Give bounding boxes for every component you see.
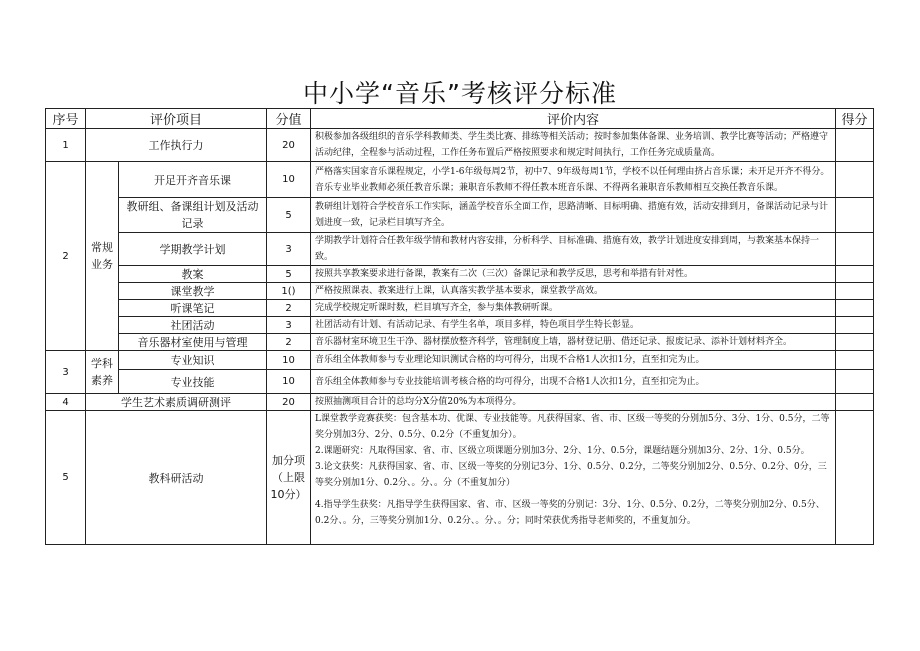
table-row [46,233,874,266]
row-score: 10 [267,351,311,370]
row-result-cell[interactable] [836,334,874,351]
content-line: 2.课题研究：凡取得国家、省、市、区级立项课题分别加3分、2分、1分、0.5分，课题结题分别加3分、2分、1分、0.5分。 [315,446,810,456]
row-item: 社团活动 [119,317,267,334]
row-score: 10 [267,370,311,394]
row-result-cell[interactable] [836,129,874,162]
page-title: 中小学“音乐”考核评分标准 [303,79,617,108]
row-result-cell[interactable] [836,370,874,394]
row-content: 音乐组全体教师参与专业技能培训考核合格的均可得分，出现不合格1人次扣1分，直至扣完为止。 [311,370,836,394]
header-item: 评价项目 [86,109,267,129]
row-content: 完成学校规定听课时数，栏目填写齐全，参与集体教研听课。 [311,300,836,317]
content-line: L课堂教学竞赛获奖：包含基本功、优课、专业技能等。凡获得国家、省、市、区级一等奖的分别加5分、3分、1分、0.5分，二等奖分别加3分、2分、0.5分、0.2分（不重复加分）。 [315,414,830,440]
row-content: 学期教学计划符合任教年级学情和教材内容安排，分析科学、目标准确、措施有效，教学计划进度安排到周，与教案基本保持一致。 [311,233,836,266]
header-score: 分值 [267,109,311,129]
row-item: 学生艺术素质调研测评 [86,394,267,411]
row-no: 2 [46,162,86,351]
table-row [46,317,874,334]
row-content: 积极参加各级组织的音乐学科教师类、学生类比赛、排练等相关活动；按时参加集体备课、业务培训、教学比赛等活动；严格遵守活动纪律，全程参与活动过程，工作任务布置后严格按照要求和规定时间执行，工作任务完成质量高。 [311,129,836,162]
row-item: 开足开齐音乐课 [119,162,267,198]
row-group: 学科素养 [86,351,119,394]
row-score: 3 [267,233,311,266]
row-content [311,411,836,545]
row-content: 音乐组全体教师参与专业理论知识测试合格的均可得分，出现不合格1人次扣1分，直至扣完为止。 [311,351,836,370]
table-row [46,162,874,198]
content-line: 4.指导学生获奖：凡指导学生获得国家、省、市、区级一等奖的分别记：3分、1分、0.5分、0.2分，二等奖分别加2分、0.5分、0.2分、。分，三等奖分别加1分、0.2分、。分、。分；同时荣获优秀指导老师奖的，不重复加分。 [315,500,825,526]
row-item: 教研组、备课组计划及活动记录 [119,198,267,233]
table-row [46,351,874,370]
row-score: 2 [267,300,311,317]
row-no: 4 [46,394,86,411]
row-item: 教科研活动 [86,411,267,545]
row-result-cell[interactable] [836,266,874,283]
header-content: 评价内容 [311,109,836,129]
row-no: 5 [46,411,86,545]
row-item: 课堂教学 [119,283,267,300]
row-score: 20 [267,129,311,162]
row-item: 听课笔记 [119,300,267,317]
scoring-table [45,108,874,545]
table-row [46,300,874,317]
row-result-cell[interactable] [836,198,874,233]
header-no: 序号 [46,109,86,129]
row-result-cell[interactable] [836,317,874,334]
header-row [46,109,874,129]
table-row [46,411,874,545]
row-result-cell[interactable] [836,233,874,266]
row-score: 2 [267,334,311,351]
row-score: 5 [267,198,311,233]
row-content: 按照抽测项目合计的总均分X分值20%为本项得分。 [311,394,836,411]
row-score: 20 [267,394,311,411]
row-no: 1 [46,129,86,162]
row-score: 10 [267,162,311,198]
row-content: 教研组计划符合学校音乐工作实际，涵盖学校音乐全面工作，思路清晰、目标明确、措施有效，活动安排到月，备课活动记录与计划进度一致，记录栏目填写齐全。 [311,198,836,233]
table-row [46,198,874,233]
table-row [46,266,874,283]
row-no: 3 [46,351,86,394]
row-item: 专业知识 [119,351,267,370]
header-result: 得分 [836,109,874,129]
table-row [46,334,874,351]
row-item: 音乐器材室使用与管理 [119,334,267,351]
row-result-cell[interactable] [836,162,874,198]
table-row [46,370,874,394]
row-group: 常规业务 [86,162,119,351]
row-content: 严格落实国家音乐课程规定，小学1-6年级每周2节，初中7、9年级每周1节，学校不以任何理由挤占音乐课；未开足开齐不得分。音乐专业毕业教师必须任教音乐课；兼职音乐教师不得任教本班音乐课、不得两名兼职音乐教师相互交换任教音乐课。 [311,162,836,198]
row-content: 按照共享教案要求进行备课，教案有二次（三次）备课记录和教学反思，思考和举措有针对性。 [311,266,836,283]
row-score: 3 [267,317,311,334]
row-score: 5 [267,266,311,283]
table-row [46,394,874,411]
row-result-cell[interactable] [836,283,874,300]
content-line: 3.论文获奖：凡获得国家、省、市、区级一等奖的分别记3分、1分、0.5分、0.2分，二等奖分别加2分、0.5分、0.2分、0分，三等奖分别加1分、0.2分、。分、。分（不重复加分） [315,462,827,488]
row-result-cell[interactable] [836,411,874,545]
row-content: 社团活动有计划、有活动记录、有学生名单，项目多样，特色项目学生特长彰显。 [311,317,836,334]
row-result-cell[interactable] [836,394,874,411]
row-result-cell[interactable] [836,351,874,370]
row-score: 1() [267,283,311,300]
row-content: 音乐器材室环境卫生干净、器材摆放整齐科学，管理制度上墙，器材登记册、借还记录、报废记录、添补计划材料齐全。 [311,334,836,351]
row-score: 加分项（上限10分） [267,411,311,545]
row-item: 工作执行力 [86,129,267,162]
table-row [46,129,874,162]
row-item: 学期教学计划 [119,233,267,266]
row-item: 专业技能 [119,370,267,394]
row-item: 教案 [119,266,267,283]
row-result-cell[interactable] [836,300,874,317]
table-row [46,283,874,300]
row-content: 严格按照课表、教案进行上课，认真落实教学基本要求，课堂教学高效。 [311,283,836,300]
